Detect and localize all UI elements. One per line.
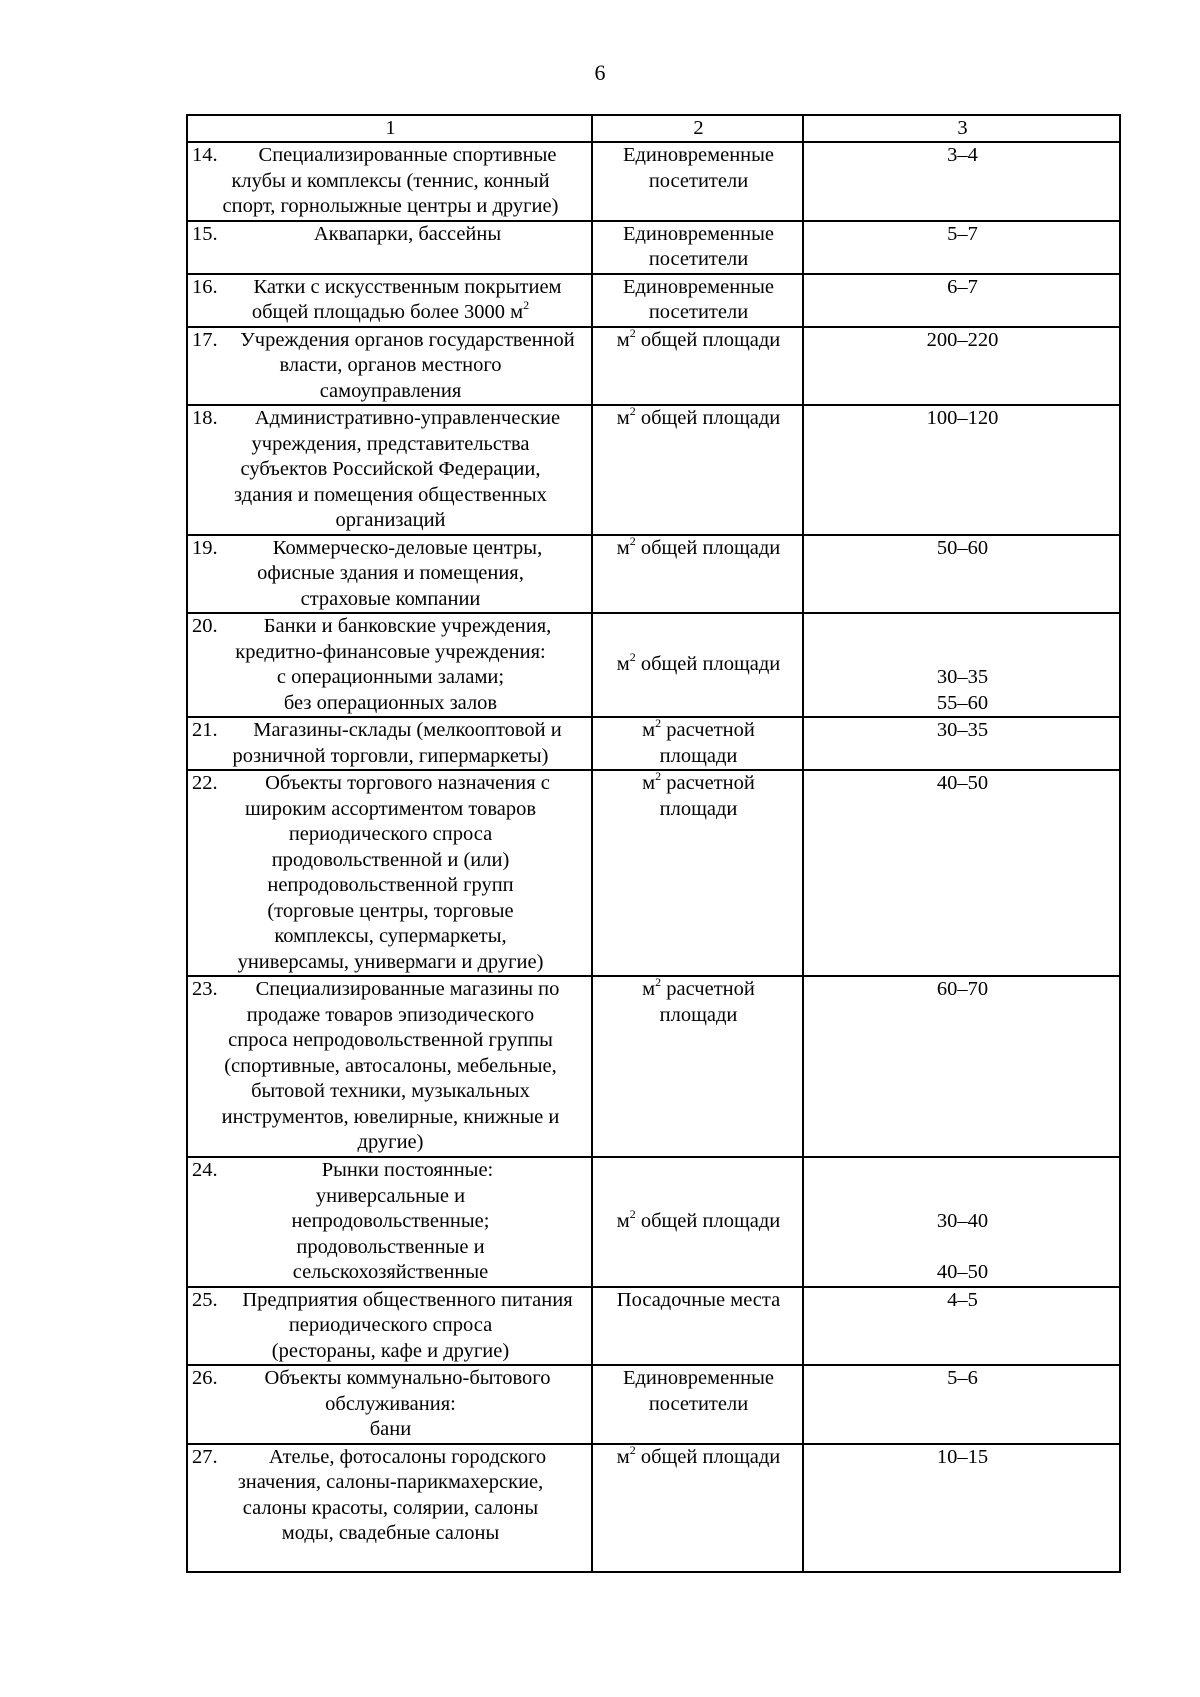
row-number: 27. [192, 1445, 218, 1468]
column-header-3: 3 [803, 115, 1120, 142]
norm-value-cell [803, 1287, 1120, 1366]
row-number: 18. [192, 407, 218, 429]
facility-name-line: (торговые центры, торговые [267, 899, 514, 922]
norm-value: 100–120 [926, 407, 999, 429]
norms-table [186, 114, 1121, 1573]
superscript-2: 2 [629, 533, 636, 548]
facility-name-line: клубы и комплексы (теннис, конный [231, 169, 550, 192]
norm-value-cell [803, 1365, 1120, 1444]
row-number: 24. [192, 1159, 218, 1181]
facility-name-cell [187, 1287, 592, 1366]
unit-cell [592, 717, 803, 770]
norm-value: 200–220 [926, 328, 999, 351]
norm-value-cell [803, 405, 1120, 535]
unit-line: $м^2$ общей площади [616, 1207, 781, 1232]
superscript-2: 2 [629, 650, 636, 664]
facility-name-line: обслуживания: [325, 1392, 456, 1415]
facility-name-line: продовольственной и (или) [271, 848, 510, 871]
facility-name-line: другие) [357, 1131, 424, 1153]
unit-cell [592, 770, 803, 976]
unit-line: Посадочные места [616, 1288, 781, 1311]
unit-cell [592, 535, 803, 614]
facility-name-line: общей площадью более 3000 $м^2$ [251, 298, 530, 323]
table-row [187, 142, 1120, 221]
table-header-row [187, 115, 1120, 142]
facility-name-line: периодического спроса [288, 823, 493, 845]
superscript-2: 2 [629, 404, 636, 418]
facility-name-line: периодического спроса [288, 1314, 493, 1336]
facility-name-cell [187, 613, 592, 717]
norm-value-cell [803, 1444, 1120, 1572]
facility-name-line: салоны красоты, солярии, салоны [242, 1496, 539, 1519]
table-row [187, 770, 1120, 976]
norm-value: 30–35 [936, 666, 989, 688]
facility-name-line: Аквапарки, бассейны [313, 222, 502, 245]
superscript-2: 2 [655, 769, 662, 783]
norm-value: 50–60 [936, 536, 989, 559]
unit-line: $м^2$ расчетной [642, 716, 755, 741]
norm-value-cell [803, 221, 1120, 274]
facility-name-line: продовольственные и [296, 1235, 485, 1258]
norm-value-cell [803, 1157, 1120, 1287]
unit-cell [592, 1365, 803, 1444]
facility-name-line: продаже товаров эпизодического [246, 1003, 535, 1026]
norm-value: 3–4 [947, 144, 978, 166]
unit-cell [592, 142, 803, 221]
facility-name-cell [187, 535, 592, 614]
table-row [187, 717, 1120, 770]
facility-name-line: сельскохозяйственные [292, 1261, 489, 1283]
facility-name-line: Специализированные магазины по [255, 978, 560, 1000]
table-row [187, 1287, 1120, 1366]
row-number: 26. [192, 1367, 218, 1389]
facility-name-cell [187, 274, 592, 327]
row-number: 23. [192, 978, 218, 1000]
facility-name-line: Административно-управленческие [254, 407, 561, 429]
unit-line: $м^2$ общей площади [616, 650, 781, 675]
facility-name-line: универсальные и [315, 1184, 466, 1207]
facility-name-cell [187, 221, 592, 274]
facility-name-line: офисные здания и помещения, [257, 562, 524, 584]
table-row [187, 405, 1120, 535]
unit-cell [592, 405, 803, 535]
column-header-1: 1 [187, 115, 592, 142]
row-number: 22. [192, 772, 218, 794]
facility-name-line: универсамы, универмаги и другие) [237, 950, 544, 973]
norm-value-cell [803, 327, 1120, 406]
norm-value: 5–7 [947, 222, 978, 245]
norm-value-cell [803, 613, 1120, 717]
unit-cell [592, 613, 803, 717]
facility-name-line: учреждения, представительства [251, 432, 530, 455]
norm-value: 30–35 [936, 719, 989, 741]
superscript-2: 2 [655, 975, 662, 989]
facility-name-line: моды, свадебные салоны [281, 1522, 500, 1544]
row-number: 14. [192, 144, 218, 166]
norm-value-cell [803, 535, 1120, 614]
facility-name-line: субъектов Российской Федерации, [240, 458, 541, 480]
unit-line: Единовременные [622, 222, 775, 245]
table-row [187, 221, 1120, 274]
norm-value-cell [803, 717, 1120, 770]
row-number: 20. [192, 615, 218, 637]
facility-name-line: Объекты торгового назначения с [265, 772, 550, 794]
superscript-2: 2 [629, 1207, 636, 1221]
unit-cell [592, 1157, 803, 1287]
facility-name-line: организаций [335, 509, 446, 531]
page-number: 6 [594, 60, 606, 85]
norm-value: 55–60 [936, 691, 989, 714]
facility-name-line: (спортивные, автосалоны, мебельные, [224, 1054, 557, 1077]
facility-name-cell [187, 1444, 592, 1572]
facility-name-line: спроса непродовольственной группы [228, 1029, 553, 1051]
table-row [187, 1157, 1120, 1287]
unit-line: $м^2$ общей площади [616, 1442, 781, 1468]
norm-value [808, 1184, 1117, 1210]
facility-name-line: Банки и банковские учреждения, [263, 615, 552, 637]
row-number: 21. [192, 719, 218, 741]
row-number: 16. [192, 275, 218, 298]
unit-line: площади [659, 744, 738, 767]
norm-value: 60–70 [936, 978, 989, 1000]
facility-name-line: здания и помещения общественных [234, 483, 547, 506]
facility-name-cell [187, 142, 592, 221]
facility-name-line: Катки с искусственным покрытием [253, 275, 562, 298]
facility-name-line: непродовольственные; [291, 1210, 490, 1232]
unit-line: посетители [648, 248, 749, 270]
facility-name-cell [187, 717, 592, 770]
table-row [187, 535, 1120, 614]
facility-name-line: спорт, горнолыжные центры и другие) [222, 195, 559, 217]
facility-name-line: с операционными залами; [276, 666, 505, 688]
norm-value-cell [803, 142, 1120, 221]
facility-name-line: самоуправления [319, 379, 462, 402]
row-number: 15. [192, 222, 218, 245]
facility-name-cell [187, 327, 592, 406]
norm-value: 4–5 [947, 1288, 978, 1311]
norm-value-cell [803, 770, 1120, 976]
facility-name-line: Коммерческо-деловые центры, [272, 536, 543, 559]
table-row [187, 613, 1120, 717]
facility-name-line: Объекты коммунально-бытового [264, 1367, 551, 1389]
facility-name-line: широким ассортиментом товаров [244, 797, 537, 820]
facility-name-line: Учреждения органов государственной [240, 328, 575, 351]
row-number: 25. [192, 1288, 218, 1311]
unit-line: $м^2$ расчетной [642, 975, 755, 1000]
norm-value: 40–50 [936, 772, 989, 794]
norm-value: 40–50 [936, 1261, 989, 1283]
facility-name-cell [187, 770, 592, 976]
facility-name-line: страховые компании [300, 587, 481, 610]
unit-line: $м^2$ общей площади [616, 533, 781, 559]
norm-value [808, 1235, 1117, 1261]
facility-name-line: бани [369, 1418, 412, 1440]
unit-line: площади [659, 797, 738, 820]
unit-cell [592, 221, 803, 274]
unit-line: посетители [648, 1392, 749, 1415]
norm-value [808, 1158, 1117, 1184]
facility-name-line: кредитно-финансовые учреждения: [235, 640, 546, 663]
facility-name-line: комплексы, супермаркеты, [274, 925, 507, 947]
norm-value-cell [803, 274, 1120, 327]
facility-name-line: непродовольственной групп [267, 874, 514, 896]
facility-name-line: Специализированные спортивные [258, 144, 557, 166]
superscript-2: 2 [629, 325, 636, 340]
unit-line: посетители [648, 169, 749, 192]
superscript-2: 2 [523, 298, 530, 312]
unit-cell [592, 1287, 803, 1366]
norm-value: 10–15 [936, 1445, 989, 1468]
facility-name-line: бытовой техники, музыкальных [251, 1080, 530, 1102]
unit-cell [592, 274, 803, 327]
unit-line: Единовременные [622, 275, 775, 298]
facility-name-cell [187, 1157, 592, 1287]
row-number: 17. [192, 328, 218, 351]
unit-line: Единовременные [622, 1367, 775, 1389]
facility-name-line: инструментов, ювелирные, книжные и [221, 1105, 560, 1128]
norm-value: 30–40 [936, 1210, 989, 1232]
facility-name-line: Рынки постоянные: [321, 1159, 494, 1181]
table-row [187, 1444, 1120, 1572]
facility-name-cell [187, 976, 592, 1157]
facility-name-line: розничной торговли, гипермаркеты) [232, 744, 549, 767]
unit-line: посетители [648, 301, 749, 323]
facility-name-line: значения, салоны-парикмахерские, [237, 1471, 544, 1493]
unit-line: $м^2$ общей площади [616, 404, 781, 429]
facility-name-cell [187, 405, 592, 535]
facility-name-line: Ателье, фотосалоны городского [268, 1445, 547, 1468]
norm-value-cell [803, 976, 1120, 1157]
table-row [187, 327, 1120, 406]
row-number: 19. [192, 536, 218, 559]
facility-name-line: Предприятия общественного питания [242, 1288, 573, 1311]
unit-cell [592, 327, 803, 406]
norm-value: 6–7 [947, 275, 978, 298]
facility-name-line: без операционных залов [283, 691, 498, 714]
table-row [187, 1365, 1120, 1444]
facility-name-cell [187, 1365, 592, 1444]
unit-line: площади [659, 1003, 738, 1026]
unit-cell [592, 1444, 803, 1572]
table-row [187, 274, 1120, 327]
unit-line: $м^2$ расчетной [642, 769, 755, 794]
norm-value [808, 614, 1117, 640]
unit-line: Единовременные [622, 144, 775, 166]
facility-name-line: Магазины-склады (мелкооптовой и [253, 719, 562, 741]
facility-name-line: власти, органов местного [279, 354, 502, 376]
norm-value [808, 640, 1117, 666]
column-header-2: 2 [592, 115, 803, 142]
superscript-2: 2 [655, 716, 662, 730]
unit-cell [592, 976, 803, 1157]
unit-line: $м^2$ общей площади [616, 325, 781, 351]
superscript-2: 2 [629, 1442, 636, 1457]
table-body [187, 142, 1120, 1572]
facility-name-line: (рестораны, кафе и другие) [271, 1339, 510, 1362]
norm-value: 5–6 [947, 1367, 978, 1389]
table-row [187, 976, 1120, 1157]
